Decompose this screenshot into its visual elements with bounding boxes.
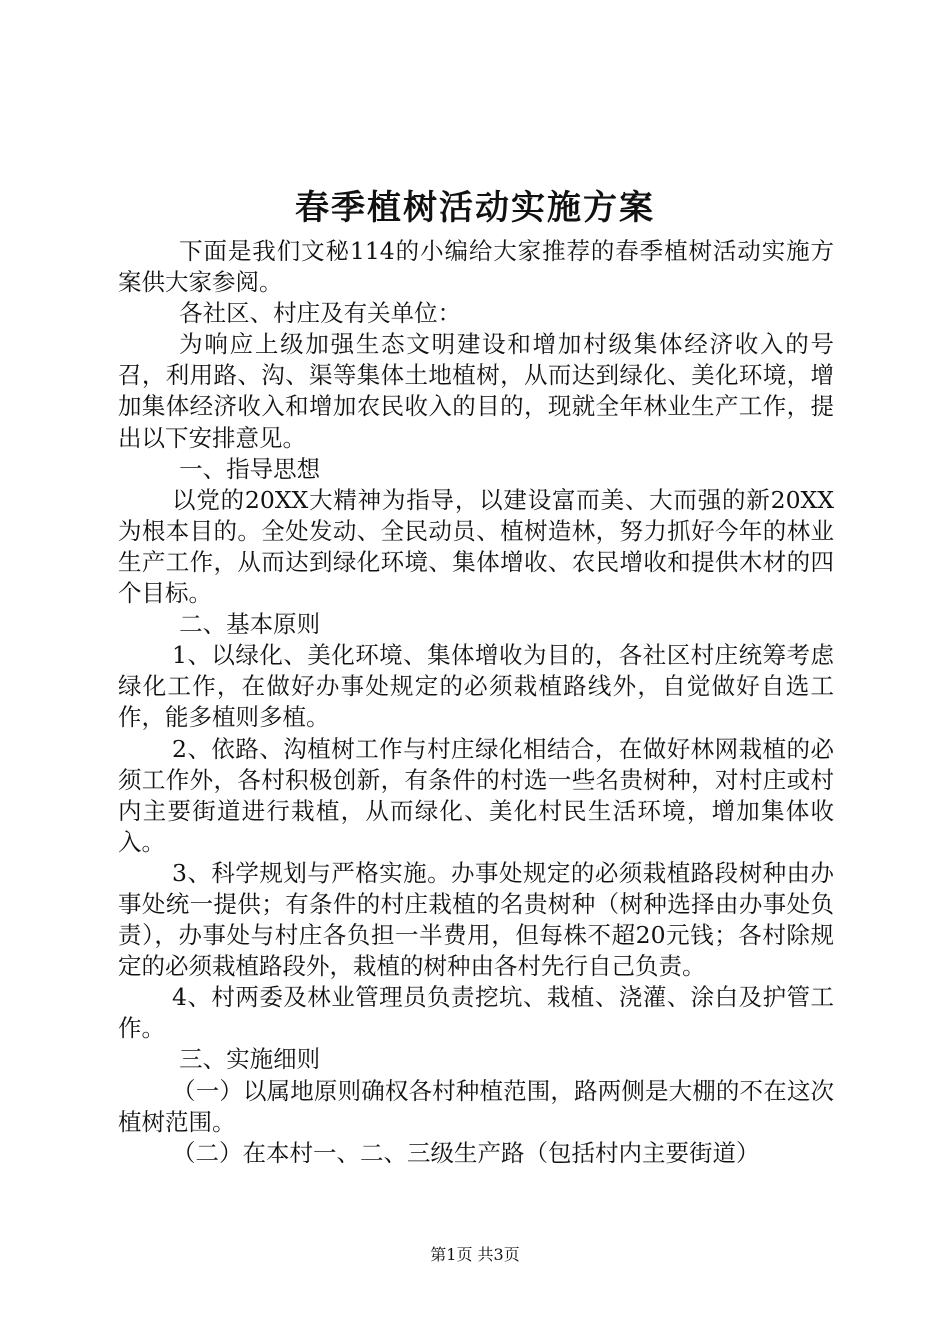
document-body [118, 236, 834, 1169]
principle-2: 2、依路、沟植树工作与村庄绿化相结合，在做好林网栽植的必须工作外，各村积极创新，有条件的村选一些名贵树种，对村庄或村内主要街道进行栽植，从而绿化、美化村民生活环境，增加集体收入。 [118, 734, 834, 856]
purpose-paragraph: 为响应上级加强生态文明建设和增加村级集体经济收入的号召，利用路、沟、渠等集体土地植树，从而达到绿化、美化环境，增加集体经济收入和增加农民收入的目的，现就全年林业生产工作，提出以下安排意见。 [118, 330, 834, 452]
section-heading-implementation: 三、实施细则 [179, 1045, 321, 1074]
principle-4: 4、村两委及林业管理员负责挖坑、栽植、浇灌、涂白及护管工作。 [118, 983, 834, 1043]
implementation-item-1: （一）以属地原则确权各村种植范围，路两侧是大棚的不在这次植树范围。 [118, 1076, 834, 1136]
guiding-thought-paragraph: 以党的20XX大精神为指导，以建设富而美、大而强的新20XX为根本目的。全处发动、全民动员、植树造林，努力抓好今年的林业生产工作，从而达到绿化环境、集体增收、农民增收和提供木材的四个目标。 [118, 485, 834, 608]
page-footer: 第1页 共3页 [430, 1245, 520, 1264]
salutation: 各社区、村庄及有关单位： [179, 299, 462, 328]
principle-1: 1、以绿化、美化环境、集体增收为目的，各社区村庄统筹考虑绿化工作，在做好办事处规定的必须栽植路线外，自觉做好自选工作，能多植则多植。 [118, 641, 834, 732]
document-title: 春季植树活动实施方案 [295, 188, 655, 228]
implementation-item-2: （二）在本村一、二、三级生产路（包括村内主要街道） [172, 1138, 760, 1167]
principle-3: 3、科学规划与严格实施。办事处规定的必须栽植路段树种由办事处统一提供；有条件的村庄栽植的名贵树种（树种选择由办事处负责），办事处与村庄各负担一半费用，但每株不超20元钱；各村除规定的必须栽植路段外，栽植的树种由各村先行自己负责。 [118, 858, 834, 981]
section-heading-guiding-thought: 一、指导思想 [179, 454, 321, 483]
section-heading-basic-principles: 二、基本原则 [179, 610, 321, 639]
intro-paragraph: 下面是我们文秘114的小编给大家推荐的春季植树活动实施方案供大家参阅。 [118, 237, 834, 297]
